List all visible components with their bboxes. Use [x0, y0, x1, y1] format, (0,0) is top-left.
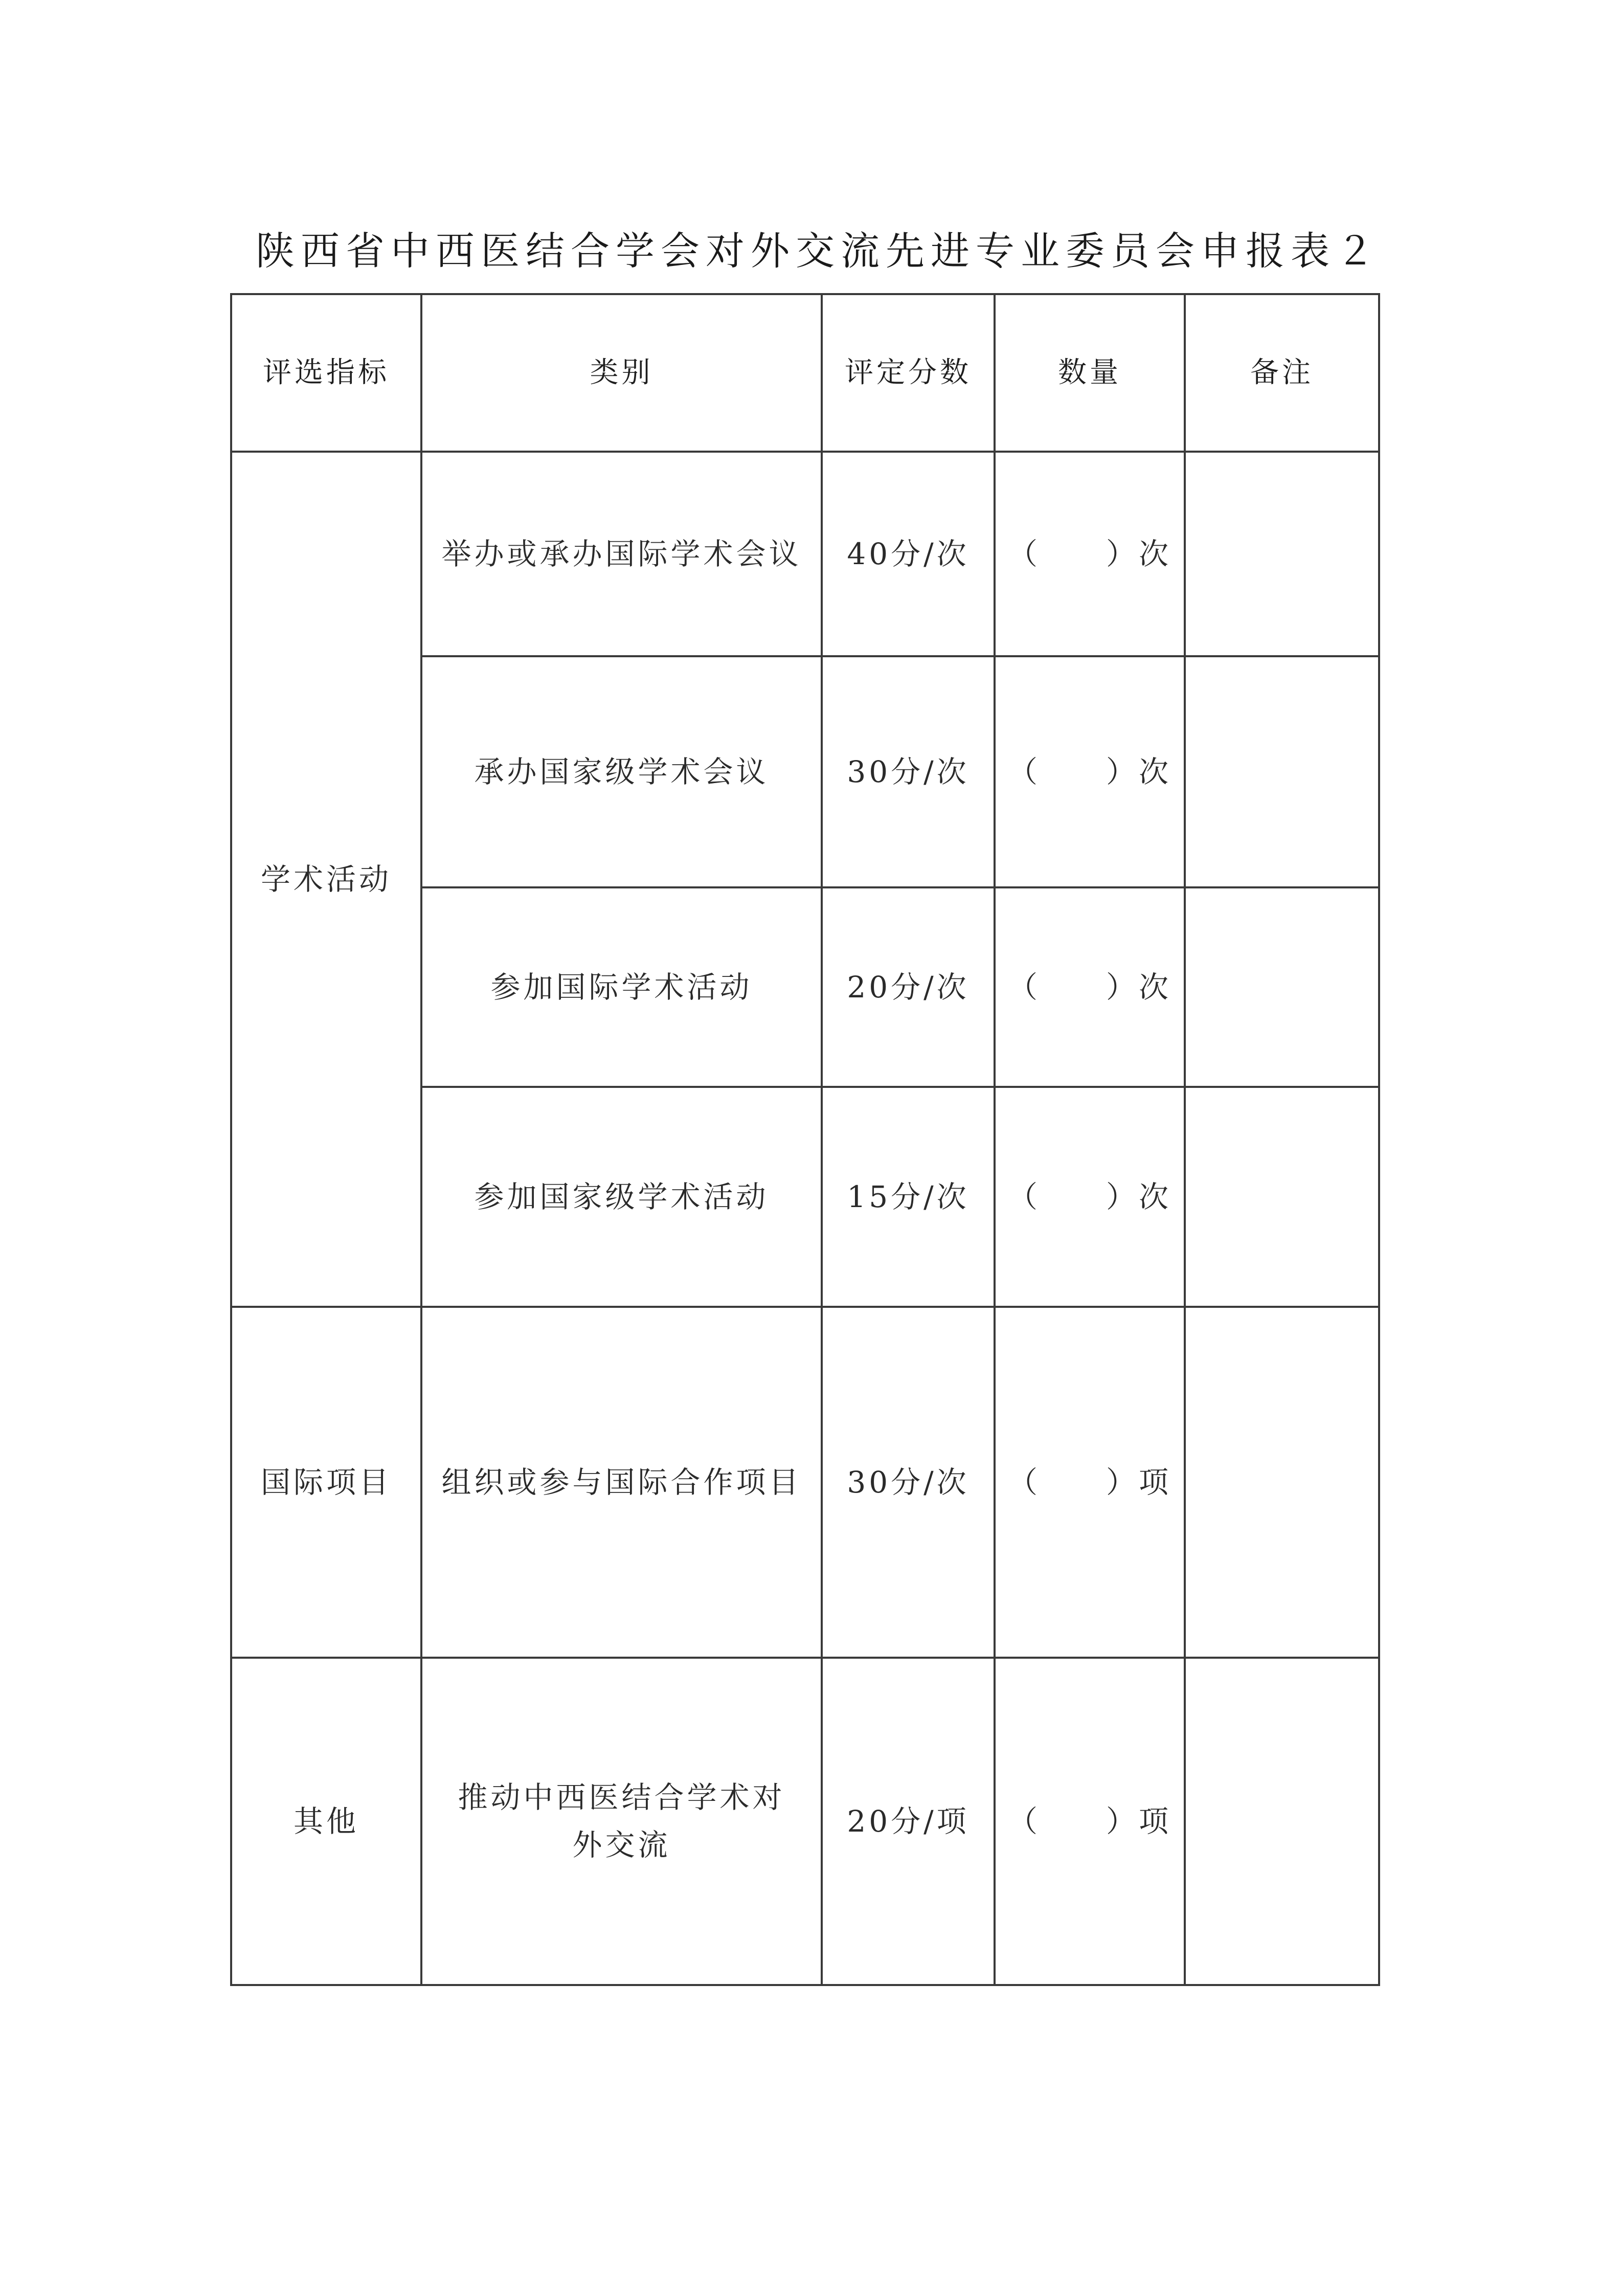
category-cell: 推动中西医结合学术对外交流 — [421, 1658, 822, 1985]
category-cell: 参加国家级学术活动 — [421, 1087, 822, 1307]
category-cell: 参加国际学术活动 — [421, 887, 822, 1087]
quantity-text: （ ）次 — [1008, 1179, 1172, 1214]
category-cell: 举办或承办国际学术会议 — [421, 452, 822, 656]
quantity-cell[interactable] — [995, 452, 1185, 656]
score-cell: 40分/次 — [822, 452, 995, 656]
header-remark: 备注 — [1185, 294, 1379, 452]
score-cell: 15分/次 — [822, 1087, 995, 1307]
score-cell: 20分/项 — [822, 1658, 995, 1985]
quantity-text: （ ）项 — [1008, 1464, 1172, 1500]
score-cell: 20分/次 — [822, 887, 995, 1087]
indicator-cell: 其他 — [231, 1658, 421, 1985]
indicator-cell: 国际项目 — [231, 1307, 421, 1658]
quantity-cell[interactable] — [995, 887, 1185, 1087]
indicator-cell: 学术活动 — [231, 452, 421, 1307]
table-row — [231, 1658, 1379, 1985]
category-cell: 组织或参与国际合作项目 — [421, 1307, 822, 1658]
header-indicator: 评选指标 — [231, 294, 421, 452]
remark-cell[interactable] — [1185, 887, 1379, 1087]
score-cell: 30分/次 — [822, 1307, 995, 1658]
remark-cell[interactable] — [1185, 1658, 1379, 1985]
remark-cell[interactable] — [1185, 452, 1379, 656]
header-quantity: 数量 — [995, 294, 1185, 452]
table-header-row — [231, 294, 1379, 452]
score-cell: 30分/次 — [822, 656, 995, 887]
header-category: 类别 — [421, 294, 822, 452]
quantity-text: （ ）次 — [1008, 536, 1172, 571]
application-table — [230, 293, 1380, 1986]
quantity-cell[interactable] — [995, 1658, 1185, 1985]
remark-cell[interactable] — [1185, 1087, 1379, 1307]
remark-cell[interactable] — [1185, 656, 1379, 887]
quantity-text: （ ）次 — [1008, 969, 1172, 1005]
table-row — [231, 452, 1379, 656]
quantity-cell[interactable] — [995, 1307, 1185, 1658]
quantity-cell[interactable] — [995, 656, 1185, 887]
table-row — [231, 1307, 1379, 1658]
header-score: 评定分数 — [822, 294, 995, 452]
quantity-cell[interactable] — [995, 1087, 1185, 1307]
remark-cell[interactable] — [1185, 1307, 1379, 1658]
page-title: 陕西省中西医结合学会对外交流先进专业委员会申报表２ — [256, 228, 1381, 274]
quantity-text: （ ）项 — [1008, 1803, 1172, 1839]
category-cell: 承办国家级学术会议 — [421, 656, 822, 887]
quantity-text: （ ）次 — [1008, 754, 1172, 789]
